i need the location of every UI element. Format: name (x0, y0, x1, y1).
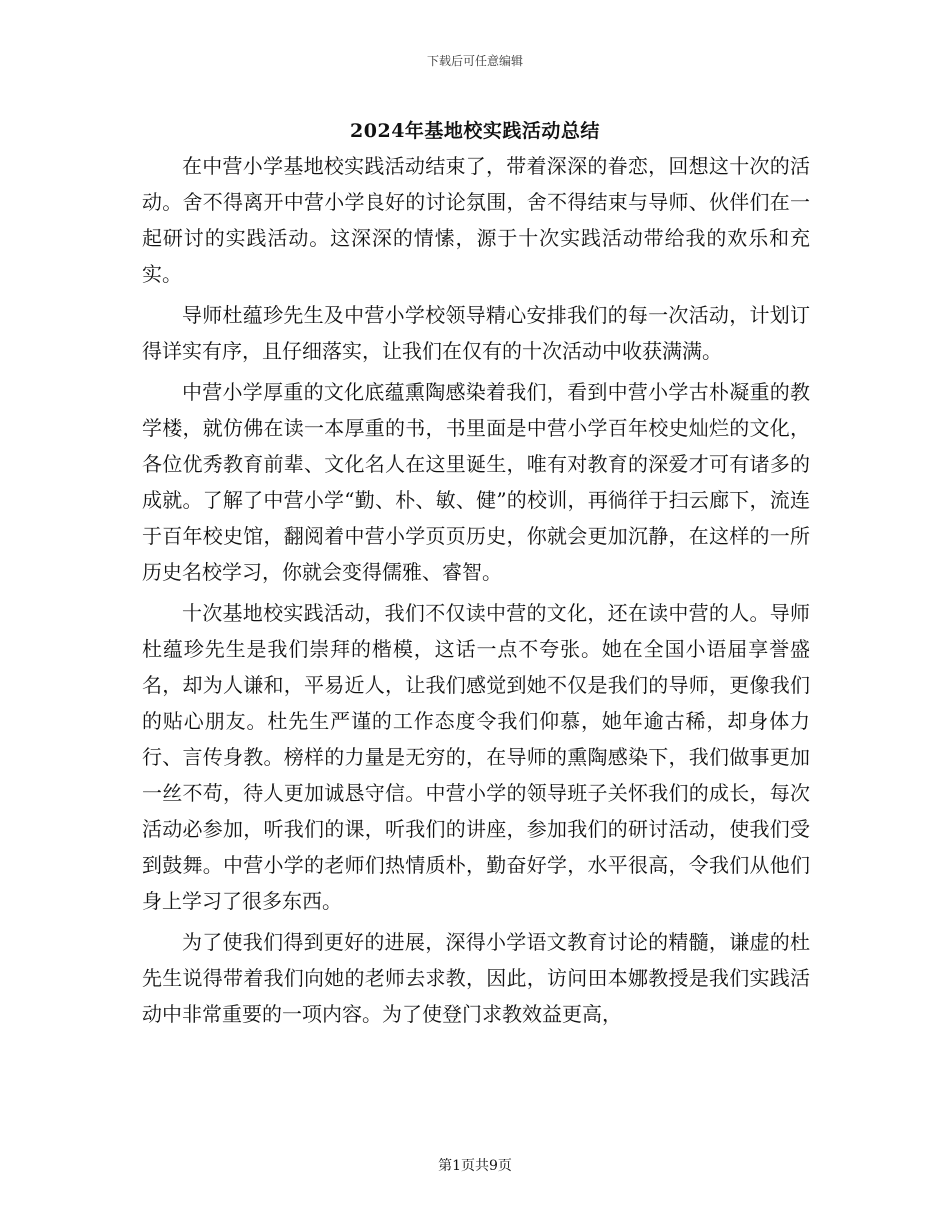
paragraph: 导师杜蕴珍先生及中营小学校领导精心安排我们的每一次活动，计划订得详实有序，且仔细落实，让我们在仅有的十次活动中收获满满。 (142, 303, 810, 363)
paragraph: 在中营小学基地校实践活动结束了，带着深深的眷恋，回想这十次的活动。舍不得离开中营小学良好的讨论氛围，舍不得结束与导师、伙伴们在一起研讨的实践活动。这深深的情愫，源于十次实践活动带给我的欢乐和充实。 (142, 154, 810, 286)
document-title: 2024年基地校实践活动总结 (350, 120, 600, 142)
paragraph: 为了使我们得到更好的进展，深得小学语文教育讨论的精髓，谦虚的杜先生说得带着我们向她的老师去求教，因此，访问田本娜教授是我们实践活动中非常重要的一项内容。为了使登门求教效益更高， (142, 930, 810, 1026)
header-note: 下载后可任意编辑 (426, 54, 523, 68)
paragraph: 中营小学厚重的文化底蕴熏陶感染着我们，看到中营小学古朴凝重的教学楼，就仿佛在读一本厚重的书，书里面是中营小学百年校史灿烂的文化，各位优秀教育前辈、文化名人在这里诞生，唯有对教育的深爱才可有诸多的成就。了解了中营小学“勤、朴、敏、健”的校训，再徜徉于扫云廊下，流连于百年校史馆，翻阅着中营小学页页历史，你就会更加沉静，在这样的一所历史名校学习，你就会变得儒雅、睿智。 (142, 380, 810, 584)
paragraph: 十次基地校实践活动，我们不仅读中营的文化，还在读中营的人。导师杜蕴珍先生是我们崇拜的楷模，这话一点不夸张。她在全国小语届享誉盛名，却为人谦和，平易近人，让我们感觉到她不仅是我们的导师，更像我们的贴心朋友。杜先生严谨的工作态度令我们仰慕，她年逾古稀，却身体力行、言传身教。榜样的力量是无穷的，在导师的熏陶感染下，我们做事更加一丝不苟，待人更加诚恳守信。中营小学的领导班子关怀我们的成长，每次活动必参加，听我们的课，听我们的讲座，参加我们的研讨活动，使我们受到鼓舞。中营小学的老师们热情质朴，勤奋好学，水平很高，令我们从他们身上学习了很多东西。 (142, 601, 810, 913)
page-number: 第1页共9页 (438, 1158, 512, 1174)
document-body (142, 148, 810, 1037)
